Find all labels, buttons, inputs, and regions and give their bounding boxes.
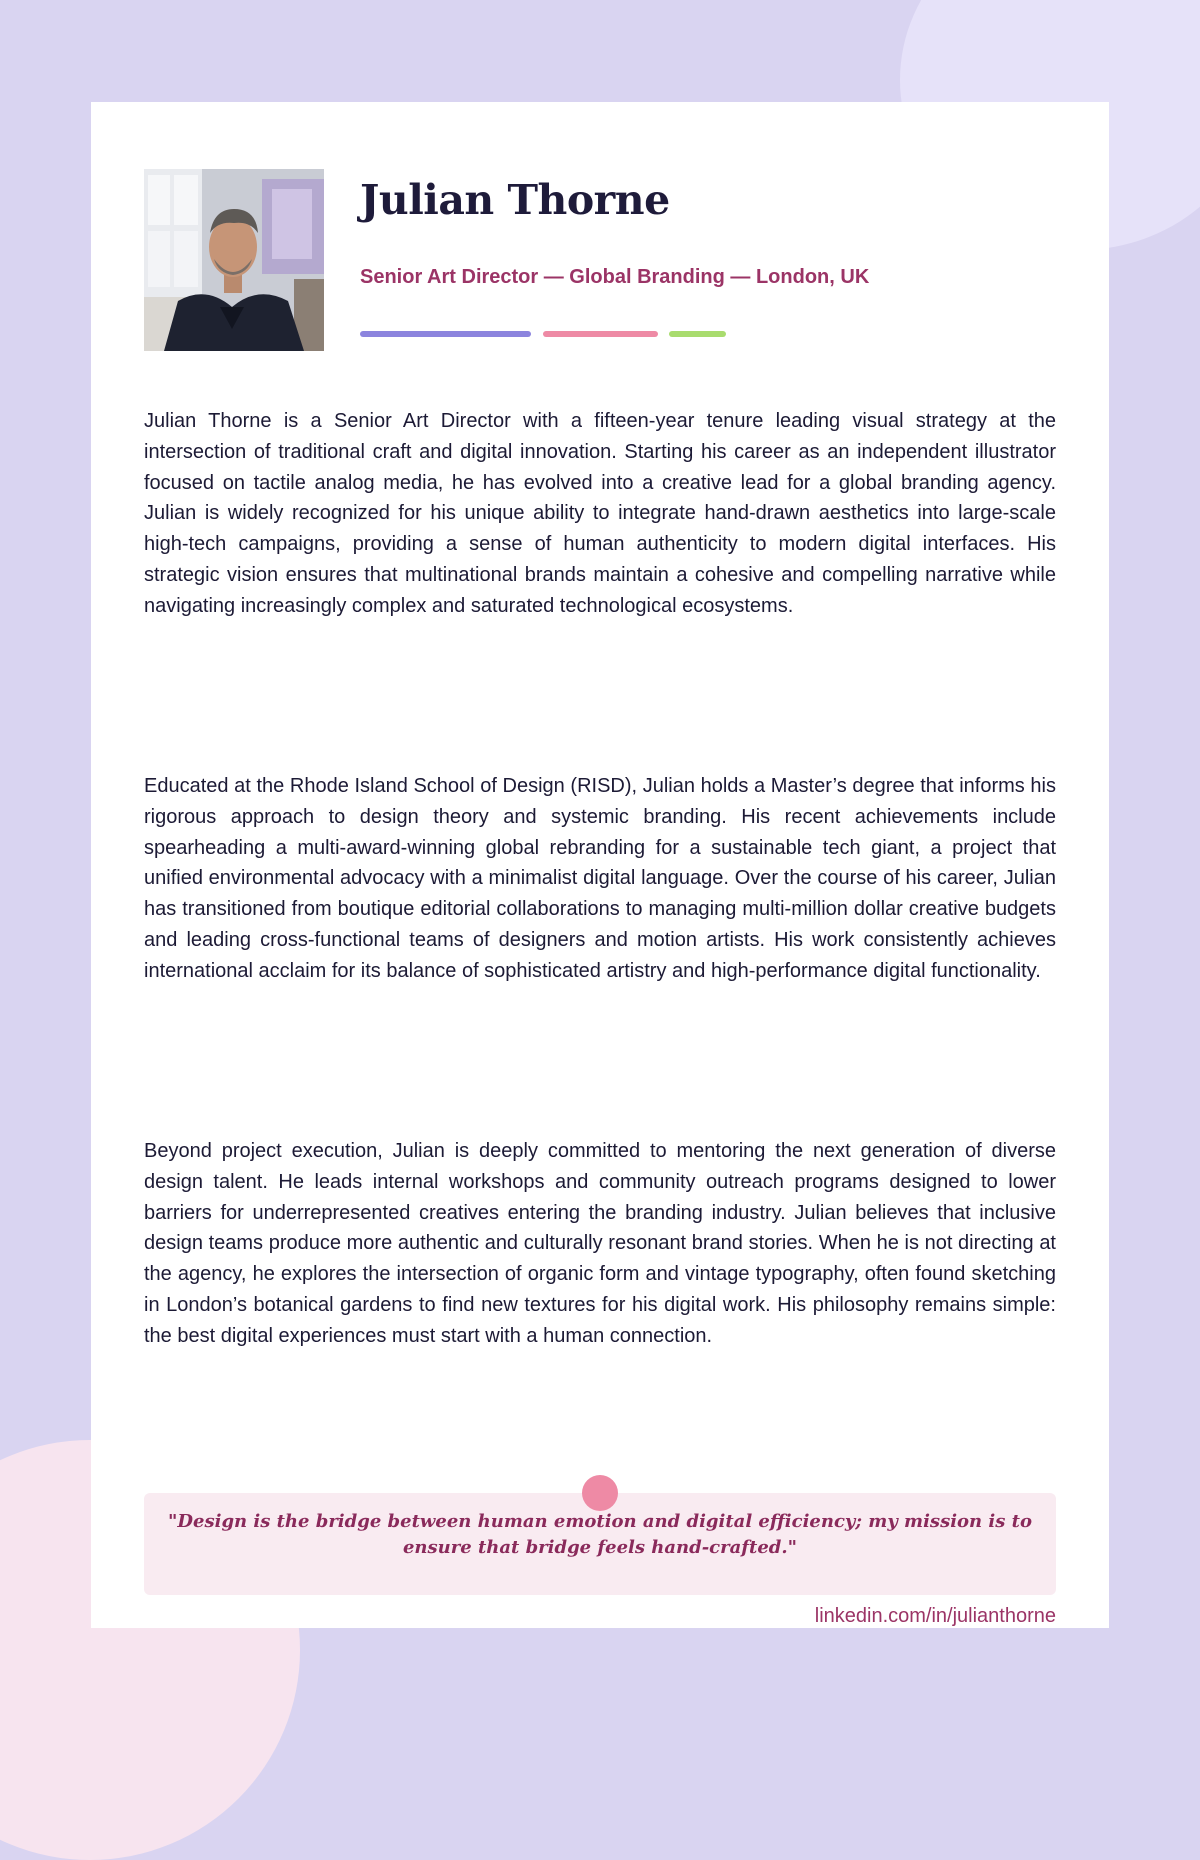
bio-paragraph-2: Educated at the Rhode Island School of Design (RISD), Julian holds a Master’s degree that informs his rigorous approach to design theory and systemic branding. His recent achievements include spearheading a multi-award-winning global rebranding for a sustainable tech giant, a project that unified environmental advocacy with a minimalist digital language. Over the course of his career, Julian has transitioned from boutique editorial collaborations to managing multi-million dollar creative budgets and leading cross-functional teams of designers and motion artists. His work consistently achieves international acclaim for its balance of sophisticated artistry and high-performance digital functionality. xyxy=(144,775,1056,982)
profile-name: Julian Thorne xyxy=(360,176,670,224)
profile-subtitle: Senior Art Director — Global Branding — London, UK xyxy=(360,266,870,288)
linkedin-link[interactable]: linkedin.com/in/julianthorne xyxy=(814,1605,1056,1627)
bio-paragraph-1: Julian Thorne is a Senior Art Director with a fifteen-year tenure leading visual strategy at the intersection of traditional craft and digital innovation. Starting his career as an independent illustrator focused on tactile analog media, he has evolved into a creative lead for a global branding agency. Julian is widely recognized for his unique ability to integrate hand-drawn aesthetics into large-scale high-tech campaigns, providing a sense of human authenticity to modern digital interfaces. His strategic vision ensures that multinational brands maintain a cohesive and compelling narrative while navigating increasingly complex and saturated technological ecosystems. xyxy=(144,410,1056,617)
quote-dot-icon xyxy=(582,1475,618,1511)
profile-card xyxy=(91,102,1109,1628)
bio-paragraph-3: Beyond project execution, Julian is deeply committed to mentoring the next generation of diverse design talent. He leads internal workshops and community outreach programs designed to lower barriers for underrepresented creatives entering the branding industry. Julian believes that inclusive design teams produce more authentic and culturally resonant brand stories. When he is not directing at the agency, he explores the intersection of organic form and vintage typography, often found sketching in London’s botanical gardens to find new textures for his digital work. His philosophy remains simple: the best digital experiences must start with a human connection. xyxy=(144,1140,1056,1347)
profile-photo xyxy=(144,169,324,351)
quote-text: "Design is the bridge between human emotion and digital efficiency; my mission is to ensure that bridge feels hand-crafted." xyxy=(168,1511,1032,1558)
accent-bar-green xyxy=(669,331,726,337)
accent-bar-pink xyxy=(543,331,658,337)
accent-bar-purple xyxy=(360,331,531,337)
